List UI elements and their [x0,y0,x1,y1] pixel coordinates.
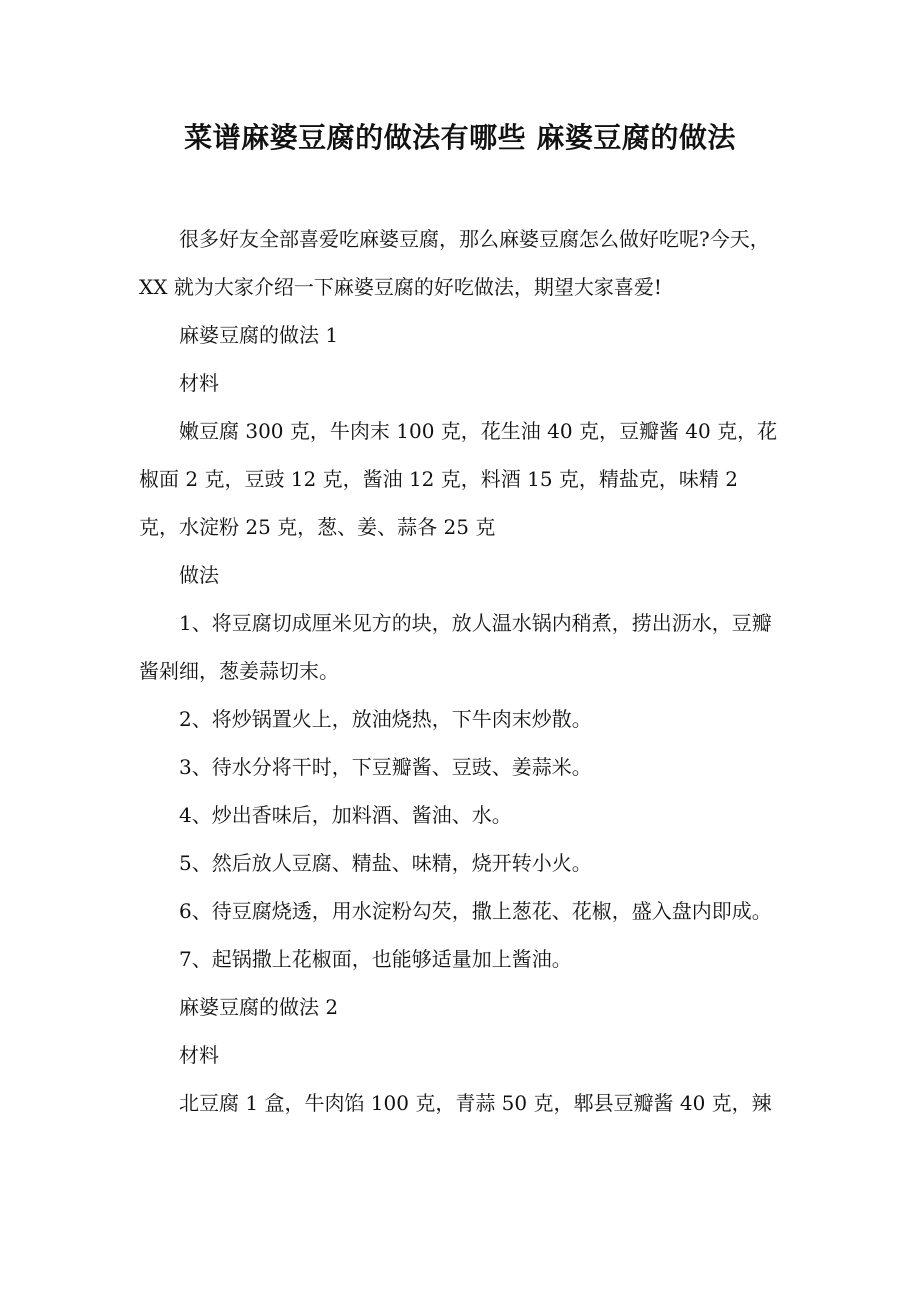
step-item: 1、将豆腐切成厘米见方的块，放人温水锅内稍煮，捞出沥水，豆瓣酱剁细，葱姜蒜切末。 [139,611,772,683]
step-item: 4、炒出香味后，加料酒、酱油、水。 [179,803,512,827]
ingredients-heading: 材料 [179,1043,219,1067]
steps-heading: 做法 [179,563,219,587]
step-item: 5、然后放人豆腐、精盐、味精，烧开转小火。 [179,851,592,875]
step-item: 2、将炒锅置火上，放油烧热，下牛肉末炒散。 [179,707,592,731]
intro-paragraph: 很多好友全部喜爱吃麻婆豆腐，那么麻婆豆腐怎么做好吃呢?今天，XX 就为大家介绍一下麻婆豆腐的好吃做法，期望大家喜爱! [139,227,770,299]
step-item: 7、起锅撒上花椒面，也能够适量加上酱油。 [179,947,572,971]
document-body [139,215,783,1127]
ingredients-list: 嫩豆腐 300 克，牛肉末 100 克，花生油 40 克，豆瓣酱 40 克，花椒面 2 克，豆豉 12 克，酱油 12 克，料酒 15 克，精盐克，味精 2 克，水淀粉 25 克，葱、姜、蒜各 25 克 [139,419,778,539]
ingredients-list: 北豆腐 1 盒，牛肉馅 100 克，青蒜 50 克，郫县豆瓣酱 40 克，辣 [179,1091,772,1115]
section-heading-method-1: 麻婆豆腐的做法 1 [179,323,339,347]
ingredients-heading: 材料 [179,371,219,395]
page-title: 菜谱麻婆豆腐的做法有哪些 麻婆豆腐的做法 [184,121,736,154]
step-item: 3、待水分将干时，下豆瓣酱、豆豉、姜蒜米。 [179,755,592,779]
step-item: 6、待豆腐烧透，用水淀粉勾芡，撒上葱花、花椒，盛入盘内即成。 [179,899,772,923]
section-heading-method-2: 麻婆豆腐的做法 2 [179,995,339,1019]
